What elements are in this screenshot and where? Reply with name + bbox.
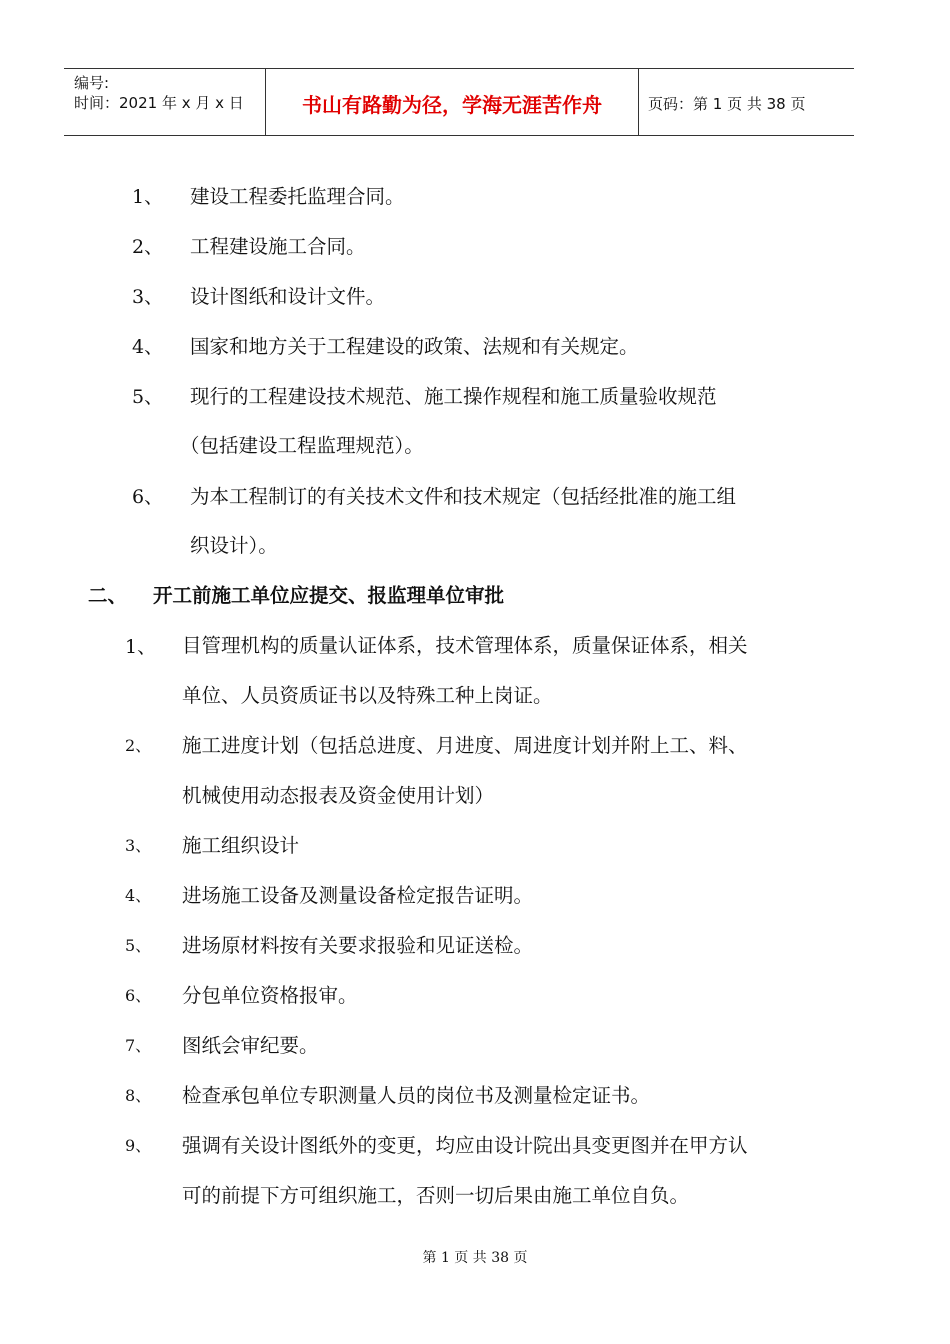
item-text: 目管理机构的质量认证体系，技术管理体系，质量保证体系，相关 (182, 634, 748, 657)
item-text: 建设工程委托监理合同。 (190, 185, 405, 208)
item-number: 6、 (132, 486, 164, 508)
item-number: 1、 (125, 636, 157, 658)
item-text: 进场施工设备及测量设备检定报告证明。 (182, 884, 534, 907)
item-text: 设计图纸和设计文件。 (190, 285, 386, 308)
item-text-continued: 机械使用动态报表及资金使用计划） (182, 784, 495, 807)
item-number: 3、 (132, 286, 164, 308)
item-text: 进场原材料按有关要求报验和见证送检。 (182, 934, 534, 957)
item-number: 5、 (125, 936, 152, 955)
item-text: 分包单位资格报审。 (182, 984, 358, 1007)
item-text: 现行的工程建设技术规范、施工操作规程和施工质量验收规范 (190, 385, 717, 408)
item-number: 3、 (125, 836, 152, 855)
header-table (64, 68, 854, 136)
item-number: 8、 (125, 1086, 152, 1105)
item-number: 2、 (125, 736, 152, 755)
header-motto: 书山有路勤为径，学海无涯苦作舟 (302, 92, 602, 117)
item-text-continued: 单位、人员资质证书以及特殊工种上岗证。 (182, 684, 553, 707)
item-number: 1、 (132, 186, 164, 208)
section-title: 开工前施工单位应提交、报监理单位审批 (153, 584, 505, 607)
section-number: 二、 (88, 584, 128, 607)
item-number: 7、 (125, 1036, 152, 1055)
item-text: 国家和地方关于工程建设的政策、法规和有关规定。 (190, 335, 639, 358)
serial-label: 编号: (74, 74, 110, 92)
item-text: 工程建设施工合同。 (190, 235, 366, 258)
item-text: 施工组织设计 (182, 834, 300, 857)
item-number: 5、 (132, 386, 164, 408)
item-number: 4、 (132, 336, 164, 358)
item-number: 6、 (125, 986, 152, 1005)
item-text-continued: （包括建设工程监理规范）。 (180, 434, 424, 457)
item-text: 强调有关设计图纸外的变更，均应由设计院出具变更图并在甲方认 (182, 1134, 748, 1157)
item-number: 9、 (125, 1136, 152, 1155)
item-text-continued: 可的前提下方可组织施工，否则一切后果由施工单位自负。 (182, 1184, 690, 1207)
item-text: 图纸会审纪要。 (182, 1034, 319, 1057)
item-text: 施工进度计划（包括总进度、月进度、周进度计划并附上工、料、 (182, 734, 748, 757)
item-number: 2、 (132, 236, 164, 258)
header-page-info: 页码：第 1 页 共 38 页 (648, 94, 806, 113)
item-text: 为本工程制订的有关技术文件和技术规定（包括经批准的施工组 (190, 485, 737, 508)
time-label: 时间：2021 年 x 月 x 日 (74, 94, 244, 112)
item-number: 4、 (125, 886, 152, 905)
item-text-continued: 织设计）。 (190, 534, 278, 557)
page-footer: 第 1 页 共 38 页 (422, 1250, 528, 1266)
item-text: 检查承包单位专职测量人员的岗位书及测量检定证书。 (182, 1084, 651, 1107)
header-divider (638, 69, 639, 135)
header-meta (74, 73, 244, 113)
